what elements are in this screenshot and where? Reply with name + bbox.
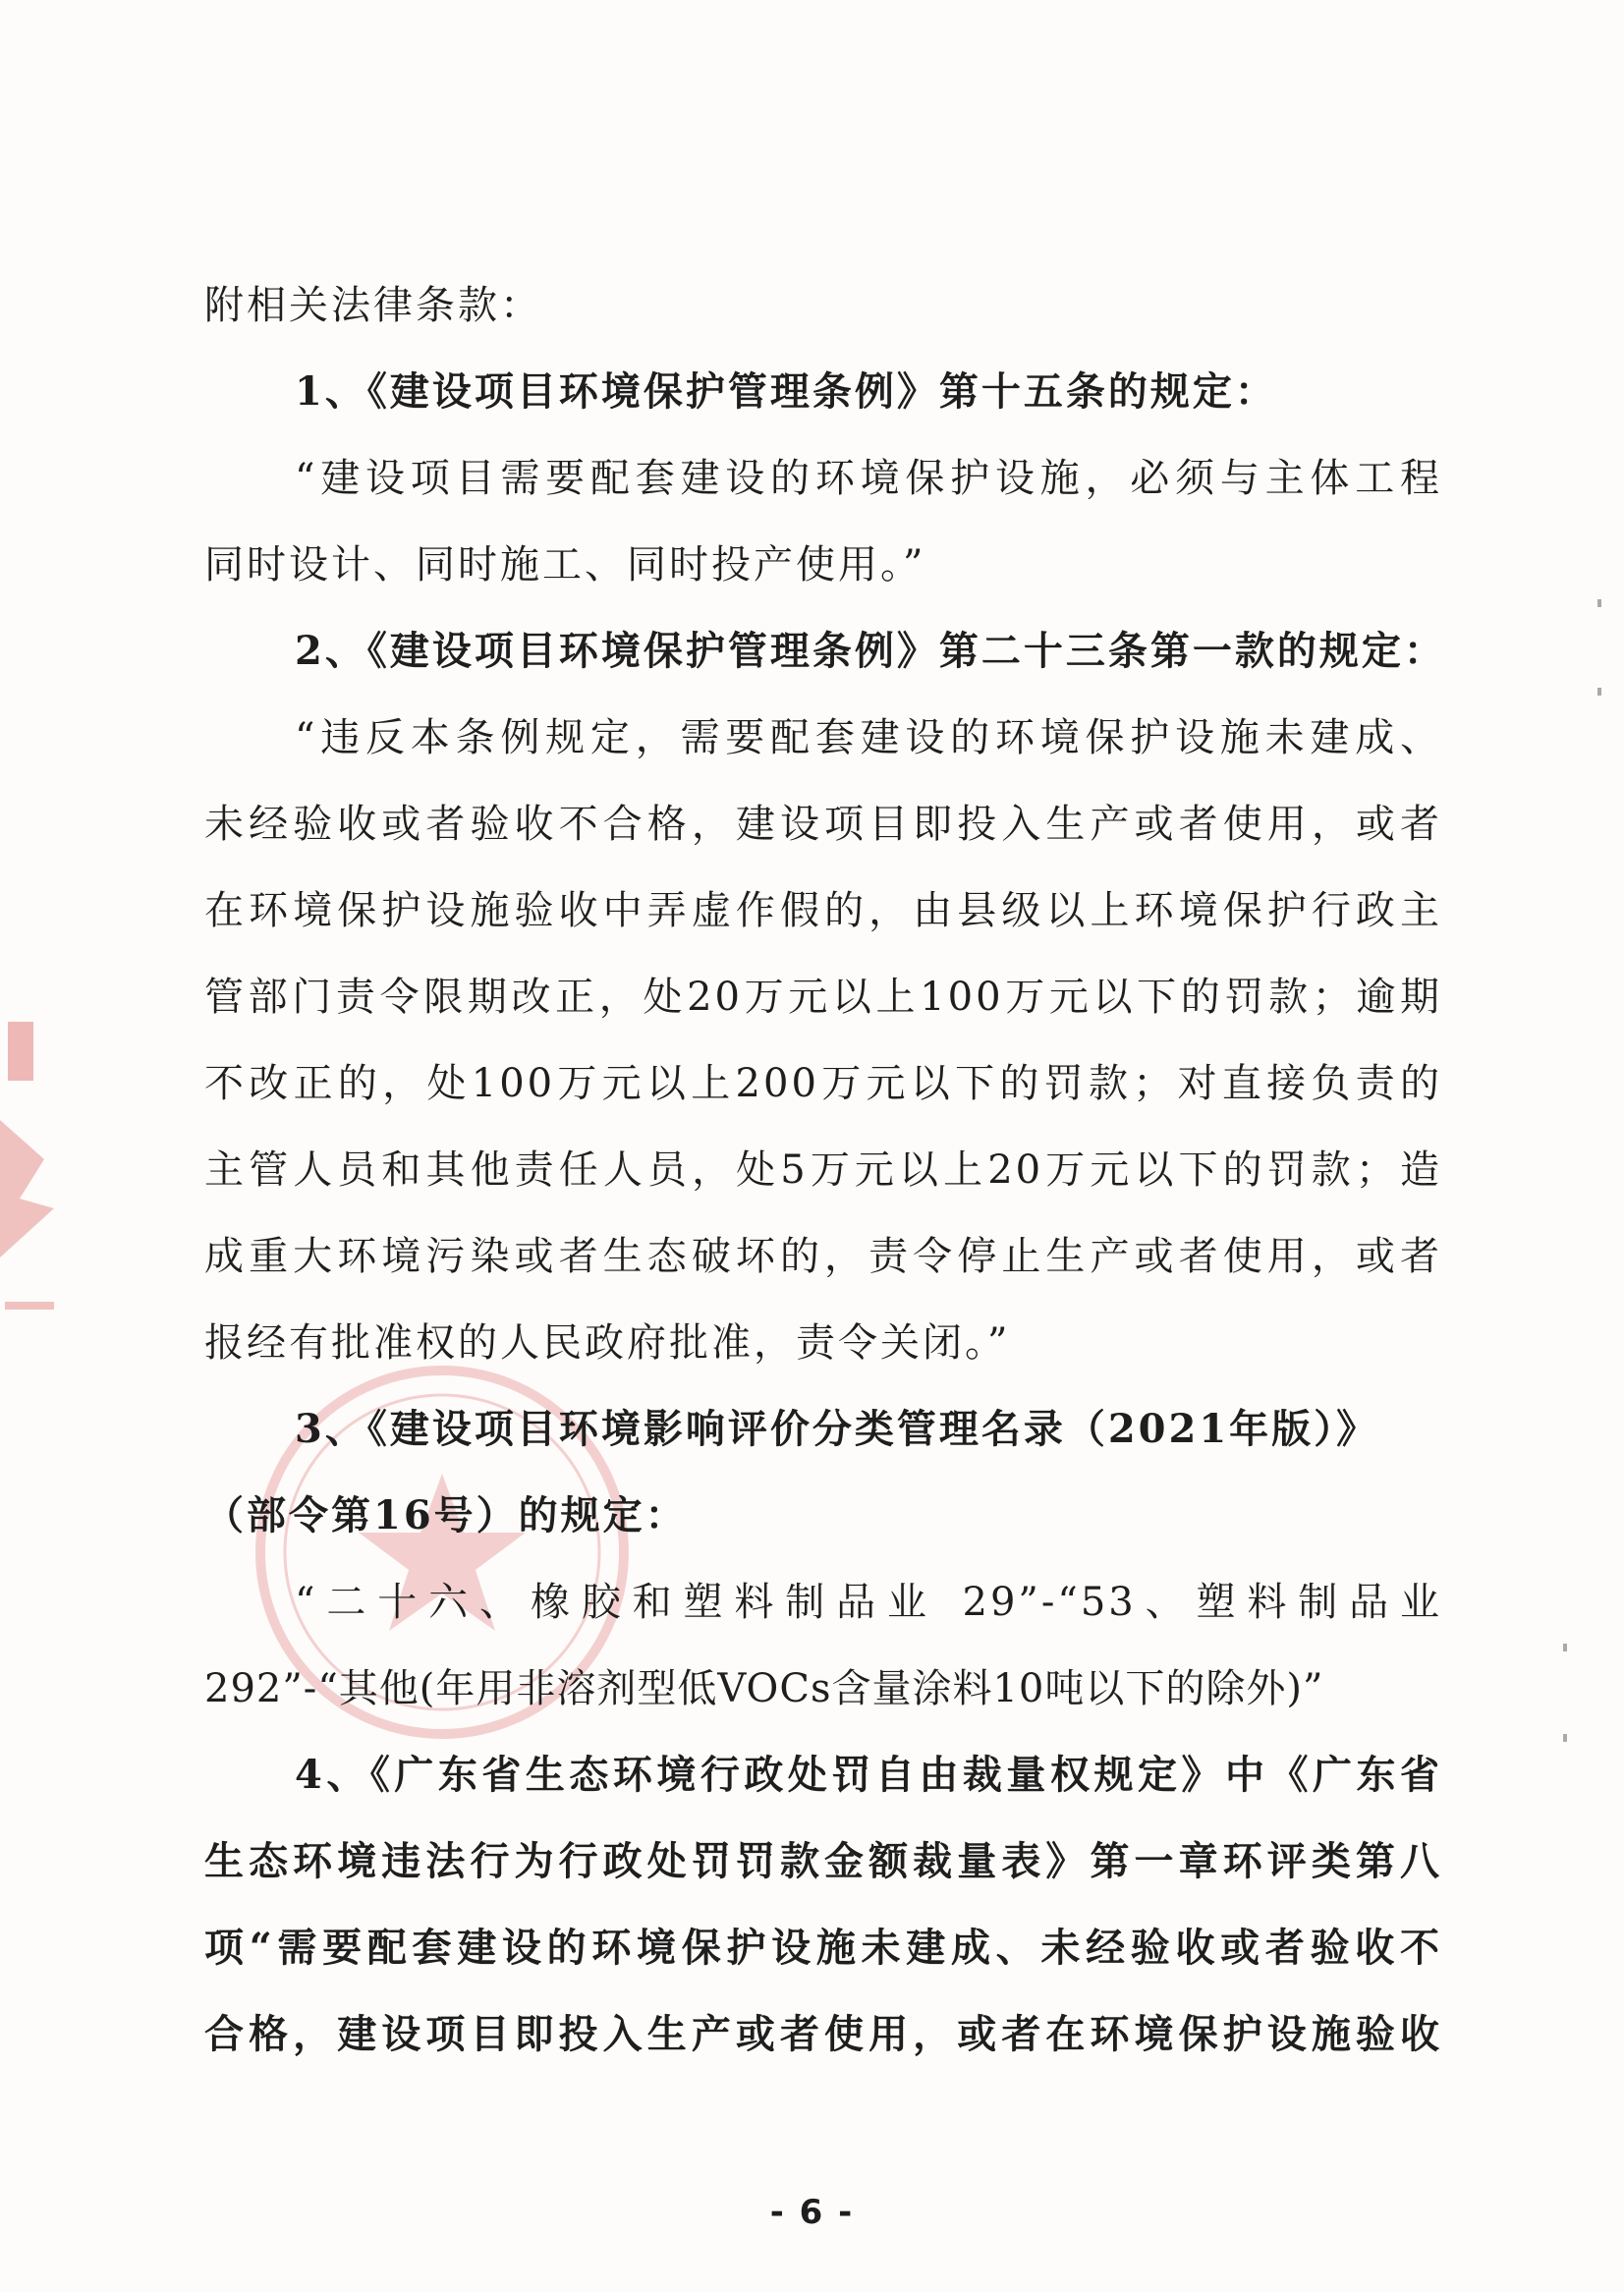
clause-2-text-line: 不改正的，处100万元以上200万元以下的罚款；对直接负责的 bbox=[204, 1061, 1442, 1106]
clause-1-text-line: “建设项目需要配套建设的环境保护设施，必须与主体工程 bbox=[295, 456, 1442, 501]
clause-4-title: 4、《广东省生态环境行政处罚自由裁量权规定》中《广东省 bbox=[295, 1752, 1442, 1798]
scan-speck bbox=[1557, 1636, 1577, 1754]
clause-3-text-line: “二十六、橡胶和塑料制品业 29”-“53、塑料制品业 bbox=[295, 1580, 1442, 1625]
scan-speck bbox=[1592, 589, 1611, 707]
clause-4-text-line: 项“需要配套建设的环境保护设施未建成、未经验收或者验收不 bbox=[204, 1925, 1442, 1971]
clause-2-text-line: 管部门责令限期改正，处20万元以上100万元以下的罚款；逾期 bbox=[204, 975, 1442, 1020]
clause-4-text-line: 合格，建设项目即投入生产或者使用，或者在环境保护设施验收 bbox=[204, 2011, 1442, 2057]
clause-2-text-line: 未经验收或者验收不合格，建设项目即投入生产或者使用，或者 bbox=[204, 802, 1442, 847]
clause-2-text-line: 报经有批准权的人民政府批准，责令关闭。” bbox=[204, 1320, 1011, 1366]
clause-2-text-line: 主管人员和其他责任人员，处5万元以上20万元以下的罚款；造 bbox=[204, 1147, 1442, 1193]
clause-3-text-line: 292”-“其他(年用非溶剂型低VOCs含量涂料10吨以下的除外)” bbox=[204, 1666, 1324, 1711]
clause-2-text-line: 在环境保护设施验收中弄虚作假的，由县级以上环境保护行政主 bbox=[204, 888, 1442, 933]
clause-2-text-line: 成重大环境污染或者生态破坏的，责令停止生产或者使用，或者 bbox=[204, 1234, 1442, 1279]
clause-3-title: 3、《建设项目环境影响评价分类管理名录（2021年版）》 bbox=[295, 1406, 1379, 1452]
clause-4-text-line: 生态环境违法行为行政处罚罚款金额裁量表》第一章环评类第八 bbox=[204, 1838, 1442, 1884]
clause-2-text-line: “违反本条例规定，需要配套建设的环境保护设施未建成、 bbox=[295, 715, 1442, 760]
edge-seal-fragment bbox=[0, 1002, 69, 1336]
clause-3-title-continued: （部令第16号）的规定： bbox=[204, 1492, 688, 1538]
page-number: - 6 - bbox=[769, 2193, 855, 2232]
clause-2-title: 2、《建设项目环境保护管理条例》第二十三条第一款的规定： bbox=[295, 628, 1446, 674]
clause-1-title: 1、《建设项目环境保护管理条例》第十五条的规定： bbox=[295, 368, 1277, 415]
clause-1-text-line: 同时设计、同时施工、同时投产使用。” bbox=[204, 542, 926, 587]
section-heading: 附相关法律条款： bbox=[204, 283, 542, 328]
